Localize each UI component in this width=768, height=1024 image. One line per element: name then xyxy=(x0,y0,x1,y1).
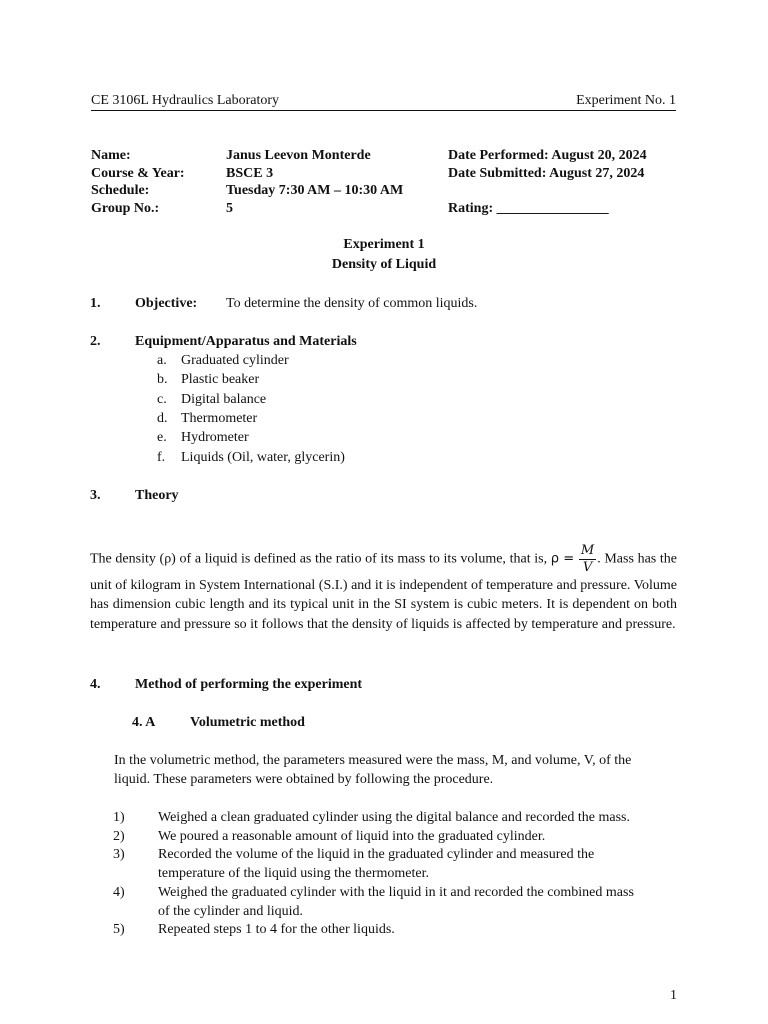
density-formula xyxy=(579,543,596,576)
subsection-heading: Volumetric method xyxy=(190,715,305,730)
step-text: Recorded the volume of the liquid in the graduated cylinder and measured the xyxy=(158,847,595,863)
equipment-item-letter: e. xyxy=(157,430,167,446)
section3-number: 3. xyxy=(90,488,101,503)
section1-heading: Objective: xyxy=(135,296,198,311)
density-symbol: ρ = xyxy=(550,551,575,567)
name-value: Janus Leevon Monterde xyxy=(226,148,371,163)
title-line2: Density of Liquid xyxy=(331,257,437,272)
rating: Rating: ________________ xyxy=(448,201,609,216)
equipment-item-letter: c. xyxy=(157,391,167,407)
section1-text: To determine the density of common liquids. xyxy=(226,296,478,311)
step-text: of the cylinder and liquid. xyxy=(158,903,304,919)
step-text: Repeated steps 1 to 4 for the other liquids. xyxy=(158,922,395,938)
header-course: CE 3106L Hydraulics Laboratory xyxy=(91,93,280,108)
theory-text-part1: The density (ρ) of a liquid is defined as the ratio of its mass to its volume, that is, xyxy=(90,551,551,567)
theory-paragraph xyxy=(90,543,677,634)
equipment-item-letter: f. xyxy=(157,449,166,465)
equipment-item: Graduated cylinder xyxy=(181,353,289,368)
theory-text-part2: . Mass has the unit of kilogram in System International (S.I.) and it is independent of temperature and pressure. Volume has dimension cubic length and its typical unit in the SI system is cubic meters. It is dependent on both temperature and pressure so it follows that the density of liquids is affected by temperature and pressure. xyxy=(90,551,678,632)
subsection-number: 4. A xyxy=(132,715,156,730)
section4-heading: Method of performing the experiment xyxy=(135,677,363,692)
course-label: Course & Year: xyxy=(91,166,185,181)
page-number: 1 xyxy=(670,988,677,1003)
schedule-label: Schedule: xyxy=(91,183,150,198)
section2-heading: Equipment/Apparatus and Materials xyxy=(135,334,357,349)
page-header xyxy=(91,93,676,111)
step-text: temperature of the liquid using the thermometer. xyxy=(158,866,429,882)
step-number: 4) xyxy=(113,884,125,900)
date-submitted: Date Submitted: August 27, 2024 xyxy=(448,166,645,181)
equipment-item: Plastic beaker xyxy=(181,372,260,388)
step-text: Weighed a clean graduated cylinder using the digital balance and recorded the mass. xyxy=(158,810,630,825)
formula-denominator: V xyxy=(582,560,593,575)
step-number: 1) xyxy=(113,810,125,825)
formula-numerator: M xyxy=(580,543,595,558)
equipment-item-letter: b. xyxy=(157,372,168,388)
schedule-value: Tuesday 7:30 AM – 10:30 AM xyxy=(226,183,404,198)
header-experiment-no: Experiment No. 1 xyxy=(576,93,676,108)
course-value: BSCE 3 xyxy=(226,166,274,181)
section4-number: 4. xyxy=(90,677,101,692)
title-line1: Experiment 1 xyxy=(343,237,425,252)
equipment-item: Digital balance xyxy=(181,391,267,407)
equipment-item: Liquids (Oil, water, glycerin) xyxy=(181,449,345,465)
method-intro-line2: liquid. These parameters were obtained by following the procedure. xyxy=(114,772,494,787)
section2-number: 2. xyxy=(90,334,101,349)
name-label: Name: xyxy=(91,148,131,163)
step-text: Weighed the graduated cylinder with the liquid in it and recorded the combined mass xyxy=(158,884,634,900)
equipment-item: Hydrometer xyxy=(181,430,249,446)
equipment-item-letter: d. xyxy=(157,410,168,426)
group-value: 5 xyxy=(226,201,233,216)
section1-number: 1. xyxy=(90,296,101,311)
step-text: We poured a reasonable amount of liquid into the graduated cylinder. xyxy=(158,828,546,844)
method-intro-line1: In the volumetric method, the parameters measured were the mass, M, and volume, V, of the xyxy=(114,753,632,768)
section3-heading: Theory xyxy=(135,488,179,503)
step-number: 2) xyxy=(113,828,125,844)
equipment-item-letter: a. xyxy=(157,353,167,368)
equipment-item: Thermometer xyxy=(181,410,258,426)
date-performed: Date Performed: August 20, 2024 xyxy=(448,148,647,163)
step-number: 3) xyxy=(113,847,125,863)
group-label: Group No.: xyxy=(91,201,160,216)
step-number: 5) xyxy=(113,922,125,938)
